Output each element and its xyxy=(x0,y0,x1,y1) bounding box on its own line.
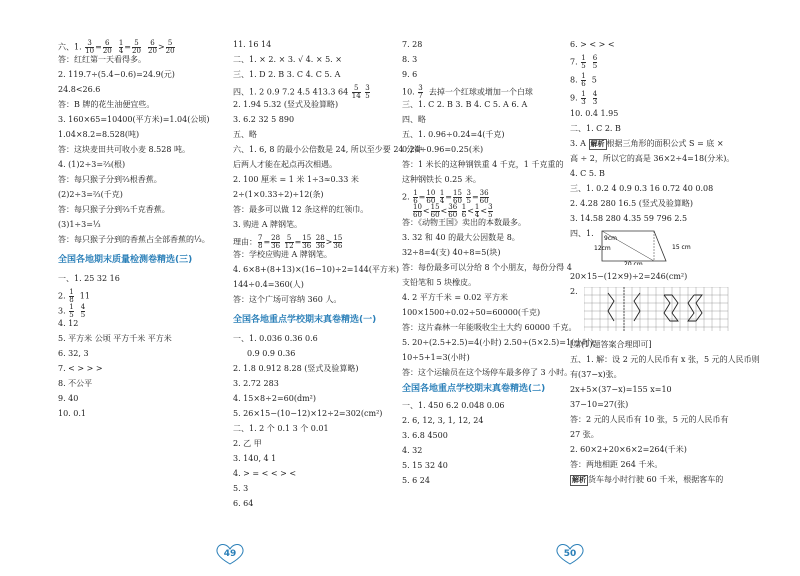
answer-line: 24.8<26.6 xyxy=(58,85,101,94)
answer-line: 1.04×8.2=8.528(吨) xyxy=(58,130,140,139)
answer-line: 四、1. 9cm 12cm 15 cm 20 cm xyxy=(570,229,748,267)
answer-line: 2. 100 厘米 = 1 米 1÷3≈0.33 米 xyxy=(233,175,359,184)
dimension-label: 12cm xyxy=(594,245,611,252)
answer-line: 100×1500÷0.02÷50=60000(千克) xyxy=(402,308,541,317)
answer-line: 2. 1.8 0.912 8.28 (竖式及验算略) xyxy=(233,364,359,374)
answer-line: 7. < > > > xyxy=(58,364,103,374)
answer-line: 答：2 元的人民币有 10 张，5 元的人民币有 xyxy=(570,415,729,424)
answer-line: 高 ÷ 2，所以它的高是 36×2÷4=18(分米)。 xyxy=(570,154,735,163)
answer-line: 二、1. C 2. B xyxy=(570,124,621,133)
answer-line: 7. $\frac{1}{5}$ $\frac{6}{5}$ xyxy=(570,54,598,70)
trapezoid-figure xyxy=(592,227,702,265)
answer-line: 2x+5×(37−x)=155 x=10 xyxy=(570,385,672,394)
answer-line: 4. > = < < > < xyxy=(233,469,297,479)
answer-line: 2÷(1×0.33÷2)÷12(条) xyxy=(233,190,324,199)
answer-line: 8. 不公平 xyxy=(58,379,93,389)
answer-line: 答：每只猴子分到⅔千克香蕉。 xyxy=(58,205,170,214)
answer-line: 10÷5+1=3(小时) xyxy=(402,353,470,362)
answer-line: 一、1. 25 32 16 xyxy=(58,274,120,284)
answer-line: 3. A 解析 根据三角形的面积公式 S = 底 × xyxy=(570,139,724,148)
page-number-left: 49 xyxy=(212,542,248,566)
answer-line: 三、1. D 2. B 3. C 4. C 5. A xyxy=(233,70,341,79)
answer-line: 答：红红第一天看得多。 xyxy=(58,55,146,64)
answer-line: 3. 6.8 4500 xyxy=(402,431,448,441)
answer-line: 一、1. 0.036 0.36 0.6 xyxy=(233,334,318,344)
answer-line: 4. (1)2÷3=⅔(根) xyxy=(58,160,126,169)
answer-line: 6. 64 xyxy=(233,499,254,509)
section-heading: 全国各地重点学校期末真卷精选(二) xyxy=(402,384,546,394)
answer-line: 3. 购进 A 牌钢笔。 xyxy=(233,220,303,229)
answer-line: 答：这个广场可容纳 360 人。 xyxy=(233,295,342,304)
answer-line: 答：B 牌的花生油便宜些。 xyxy=(58,100,155,109)
answer-line: 9. $\frac{1}{3}$ $\frac{4}{3}$ xyxy=(570,90,598,106)
answer-line: 六、1. 6, 8 的最小公倍数是 24, 所以至少要 24 分钟 xyxy=(233,145,423,154)
answer-line: 解析 货车每小时行驶 60 千米，根据客车的 xyxy=(572,475,724,484)
answer-line: 答：每只猴子分到⅔根香蕉。 xyxy=(58,175,162,184)
answer-line: 答：这片森林一年能吸收尘土大约 60000 千克。 xyxy=(402,323,577,332)
answer-line: [第(1)题答案合理即可] xyxy=(570,340,652,349)
answer-line: 9. 40 xyxy=(58,394,79,404)
answer-line: 8. 3 xyxy=(402,55,418,64)
answer-line: 0.9 0.9 0.36 xyxy=(247,349,296,359)
answer-line: 答：这块麦田共可收小麦 8.528 吨。 xyxy=(58,145,190,154)
answer-line: 4. 6×8+(8+13)×(16−10)÷2=144(平方米) xyxy=(233,265,399,274)
answer-line: 5. 20÷(2.5+2.5)=4(小时) 2.50÷(5×2.5)=1(小时) xyxy=(402,338,594,347)
answer-line: (3)1÷3=⅓ xyxy=(58,220,101,229)
answer-line: 9. 6 xyxy=(402,70,418,79)
answer-line: 答：每份最多可以分给 8 个小朋友，每份分得 4 xyxy=(402,263,572,272)
answer-line: 3. 160×65=10400(平方米)=1.04(公顷) xyxy=(58,115,210,124)
answer-line: 三、1. 0.2 4 0.9 0.3 16 0.72 40 0.08 xyxy=(570,184,714,193)
section-heading: 全国各地期末质量检测卷精选(三) xyxy=(58,255,193,265)
answer-line: 二、1. 2 个 0.1 3 个 0.01 xyxy=(233,424,329,434)
answer-line: 0.24÷0.96=0.25(米) xyxy=(402,145,484,154)
answer-line: 6. 32, 3 xyxy=(58,349,89,359)
answer-line: 答：这个运输员在这个场停车最多停了 3 小时。 xyxy=(402,368,573,377)
answer-line: 理由： $\frac{7}{8}$ = $\frac{28}{36}$ $\frac{5}{12}$ = $\frac{15}{36}$ $\frac{28}{36}$ > $\frac{15}{36}$ xyxy=(233,234,343,250)
answer-line: 5. 6 24 xyxy=(402,476,430,486)
answer-line: 4. 15×8÷2=60(dm²) xyxy=(233,394,316,404)
answer-line: 2. $\frac{1}{6}$ = $\frac{10}{60}$ $\frac{1}{4}$ = $\frac{15}{60}$ $\frac{3}{5}$ = $\frac{36}{60}$ xyxy=(402,189,489,205)
answer-line: 五、1. 解：设 2 元的人民币有 x 张，5 元的人民币则 xyxy=(570,355,760,364)
answer-line: 20×15−(12×9)÷2=246(cm²) xyxy=(570,272,688,281)
answer-line: 六、1. $\frac{3}{10}$ = $\frac{6}{20}$ $\frac{1}{4}$ = $\frac{5}{20}$ $\frac{6}{20}$ > $\frac{5}{20}$ xyxy=(58,39,175,55)
answer-line: 144÷0.4=360(人) xyxy=(233,280,304,289)
answer-line: 8. $\frac{1}{6}$ 5 xyxy=(570,72,597,88)
answer-line: 27 张。 xyxy=(570,430,599,439)
answer-line: 32÷8=4(支) 40÷8=5(块) xyxy=(402,248,501,257)
section-heading: 全国各地重点学校期末真卷精选(一) xyxy=(233,315,377,325)
answer-line: 2. 1.94 5.32 (竖式及验算略) xyxy=(233,100,339,109)
answer-line: 有(37−x)张。 xyxy=(570,370,622,379)
answer-line: 五、1. 0.96÷0.24=4(千克) xyxy=(402,130,505,139)
answer-line: 4. 12 xyxy=(58,319,79,329)
page-number-right: 50 xyxy=(552,542,588,566)
answer-line: 37−10=27(张) xyxy=(570,400,629,409)
grid-figure xyxy=(584,287,734,333)
answer-line: 10. $\frac{3}{7}$ 去掉一个红球或增加一个白球 xyxy=(402,84,533,100)
answer-line: 支铅笔和 5 块橡皮。 xyxy=(402,278,477,287)
answer-line: (2)2÷3=⅔(千克) xyxy=(58,190,123,199)
answer-line: 11. 16 14 xyxy=(233,40,272,49)
dimension-label: 15 cm xyxy=(672,244,691,251)
answer-line: 3. 14.58 280 4.35 59 796 2.5 xyxy=(570,214,688,223)
answer-line: 3. 140, 4 1 xyxy=(233,454,277,464)
dimension-label: 20 cm xyxy=(624,261,643,265)
answer-line: 3. 6.2 32 5 890 xyxy=(233,115,295,124)
answer-line: 这种钢铁长 0.25 米。 xyxy=(402,175,481,184)
answer-line: 五、略 xyxy=(233,130,257,139)
answer-line: 2. 6, 12, 3, 1, 12, 24 xyxy=(402,416,484,426)
answer-line: 2. xyxy=(570,287,748,335)
answer-line: 四、1. 2 0.9 7.2 4.5 413.3 64 $\frac{5}{14}$ $\frac{3}{5}$ xyxy=(233,84,370,100)
answer-line: 三、1. C 2. B 3. B 4. C 5. A 6. A xyxy=(402,100,528,109)
answer-line: 后两人才能在起点再次相遇。 xyxy=(233,160,337,169)
answer-line: 2. 119.7÷(5.4−0.6)=24.9(元) xyxy=(58,70,175,79)
answer-line: 5. 15 32 40 xyxy=(402,461,448,471)
answer-line: 答：每只猴子分到的香蕉占全部香蕉的⅓。 xyxy=(58,235,210,244)
answer-line: $\frac{10}{60}$ < $\frac{15}{60}$ < $\frac{36}{60}$ $\frac{1}{6}$ < $\frac{1}{4}$ < $\frac{3}{5}$ xyxy=(413,203,493,219)
answer-line: 4. C 5. B xyxy=(570,169,605,178)
answer-line: 7. 28 xyxy=(402,40,423,49)
answer-line: 答：最多可以做 12 条这样的红领巾。 xyxy=(233,205,369,214)
column-1 xyxy=(58,40,208,419)
answer-line: 4. 2 平方千米 = 0.02 平方米 xyxy=(402,293,508,302)
answer-line: 5. 26×15−(10−12)×12÷2=302(cm²) xyxy=(233,409,383,419)
answer-line: 答：两地相距 264 千米。 xyxy=(570,460,663,469)
answer-line: 2. 60×2+20×6×2=264(千米) xyxy=(570,445,687,454)
answer-line: 3. 2.72 283 xyxy=(233,379,279,389)
dimension-label: 9cm xyxy=(604,235,617,242)
answer-line: 3. 32 和 40 的最大公因数是 8。 xyxy=(402,233,520,242)
answer-line: 一、1. 450 6.2 0.048 0.06 xyxy=(402,401,505,411)
answer-line: 5. 3 xyxy=(233,484,249,494)
answer-line: 6. > < > < xyxy=(570,40,615,49)
answer-line: 答：学校应购进 A 牌钢笔。 xyxy=(233,250,332,259)
answer-line: 答：《动物王国》卖出的本数最多。 xyxy=(402,218,526,227)
answer-line: 10. 0.4 1.95 xyxy=(570,109,619,118)
answer-line: 5. 平方米 公顷 平方千米 平方米 xyxy=(58,334,172,344)
column-4 xyxy=(570,40,760,485)
answer-line: 答：1 米长的这种钢铁重 4 千克，1 千克重的 xyxy=(402,160,564,169)
answer-line: 4. 32 xyxy=(402,446,423,456)
answer-line: 2. 4.28 280 16.5 (竖式及验算略) xyxy=(570,199,693,208)
answer-line: 10. 0.1 xyxy=(58,409,86,419)
answer-line: 2. $\frac{1}{8}$ 11 xyxy=(58,288,90,305)
answer-line: 四、略 xyxy=(402,115,426,124)
answer-line: 二、1. × 2. × 3. √ 4. × 5. × xyxy=(233,55,342,64)
answer-line: 2. 乙 甲 xyxy=(233,439,262,449)
answer-line: 3. $\frac{1}{5}$ $\frac{4}{5}$ xyxy=(58,303,86,320)
